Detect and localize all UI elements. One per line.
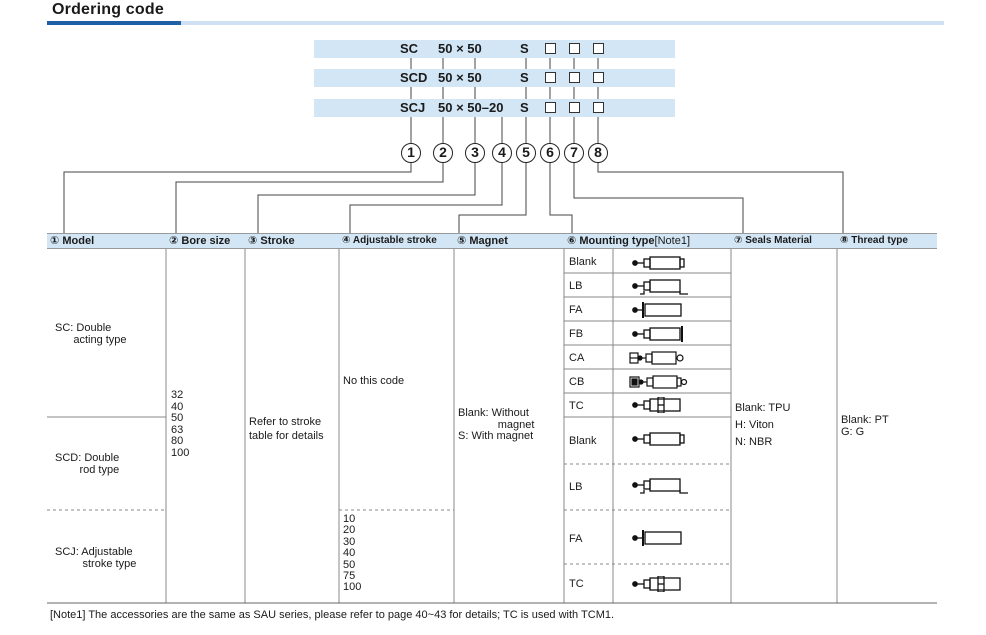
header-mounting-label: ⑥ Mounting type: [567, 235, 655, 247]
page-title: Ordering code: [52, 1, 164, 18]
double-rod-basic-icon: [628, 431, 692, 447]
mounting-label: CB: [569, 376, 585, 388]
circle-number-1: 1: [401, 143, 421, 163]
circle-number-6: 6: [540, 143, 560, 163]
cylinder-foot-icon: [628, 278, 692, 296]
circle-number-4: 4: [492, 143, 512, 163]
bore-size-list: 32 40 50 63 80 100: [171, 389, 190, 459]
double-rod-trunnion-icon: [628, 576, 692, 592]
circle-number-5: 5: [516, 143, 536, 163]
cylinder-basic-icon: [628, 255, 692, 271]
code-magnet: S: [520, 70, 529, 85]
code-prefix: SC: [400, 41, 419, 56]
thread-text: Blank: PT G: G: [841, 414, 889, 438]
mounting-label: Blank: [569, 435, 597, 447]
model-scd: SCD: Double rod type: [55, 452, 120, 476]
model-scj: SCJ: Adjustable stroke type: [55, 546, 137, 570]
model-sc: SC: Double acting type: [55, 322, 127, 346]
code-size: 50 × 50–20: [438, 100, 504, 115]
header-model: ① Model: [47, 233, 166, 249]
cylinder-front-flange-icon: [628, 301, 692, 319]
code-prefix: SCJ: [400, 100, 426, 115]
mounting-label: Blank: [569, 256, 597, 268]
cylinder-single-clevis-icon: [628, 350, 692, 366]
code-magnet: S: [520, 41, 529, 56]
mounting-label: TC: [569, 400, 584, 412]
mounting-label: CA: [569, 352, 585, 364]
mounting-label: LB: [569, 481, 583, 493]
code-magnet: S: [520, 100, 529, 115]
circle-number-7: 7: [564, 143, 584, 163]
mounting-label: FA: [569, 533, 583, 545]
stroke-text: Refer to stroke table for details: [249, 416, 324, 442]
header-seals-material: ⑦ Seals Material: [731, 233, 837, 249]
cylinder-trunnion-icon: [628, 397, 692, 413]
circle-number-2: 2: [433, 143, 453, 163]
code-size: 50 × 50: [438, 41, 482, 56]
double-rod-foot-icon: [628, 477, 692, 495]
mounting-label: FA: [569, 304, 583, 316]
header-thread-type: ⑧ Thread type: [837, 233, 937, 249]
header-mounting-type: [564, 233, 731, 249]
magnet-text: Blank: Without magnet S: With magnet: [458, 407, 535, 442]
footnote: [Note1] The accessories are the same as SAU series, please refer to page 40~43 for details; TC is used with TCM1.: [50, 609, 615, 621]
seals-text: Blank: TPU H: Viton N: NBR: [735, 402, 791, 449]
adjustable-none: No this code: [343, 375, 405, 387]
header-bore-size: ② Bore size: [166, 233, 245, 249]
header-mounting-note: [Note1]: [654, 235, 690, 247]
circle-number-3: 3: [465, 143, 485, 163]
cylinder-rear-flange-icon: [628, 325, 692, 343]
mounting-label: FB: [569, 328, 584, 340]
double-rod-flange-icon: [628, 529, 692, 547]
mounting-label: LB: [569, 280, 583, 292]
circle-number-8: 8: [588, 143, 608, 163]
cylinder-double-clevis-icon: [628, 374, 692, 390]
code-prefix: SCD: [400, 70, 428, 85]
header-magnet: ⑤ Magnet: [454, 233, 564, 249]
code-size: 50 × 50: [438, 70, 482, 85]
header-adjustable-stroke: ④ Adjustable stroke: [339, 233, 454, 249]
mounting-label: TC: [569, 578, 584, 590]
header-stroke: ③ Stroke: [245, 233, 339, 249]
adjustable-values: 10 20 30 40 50 75 100: [343, 513, 362, 594]
